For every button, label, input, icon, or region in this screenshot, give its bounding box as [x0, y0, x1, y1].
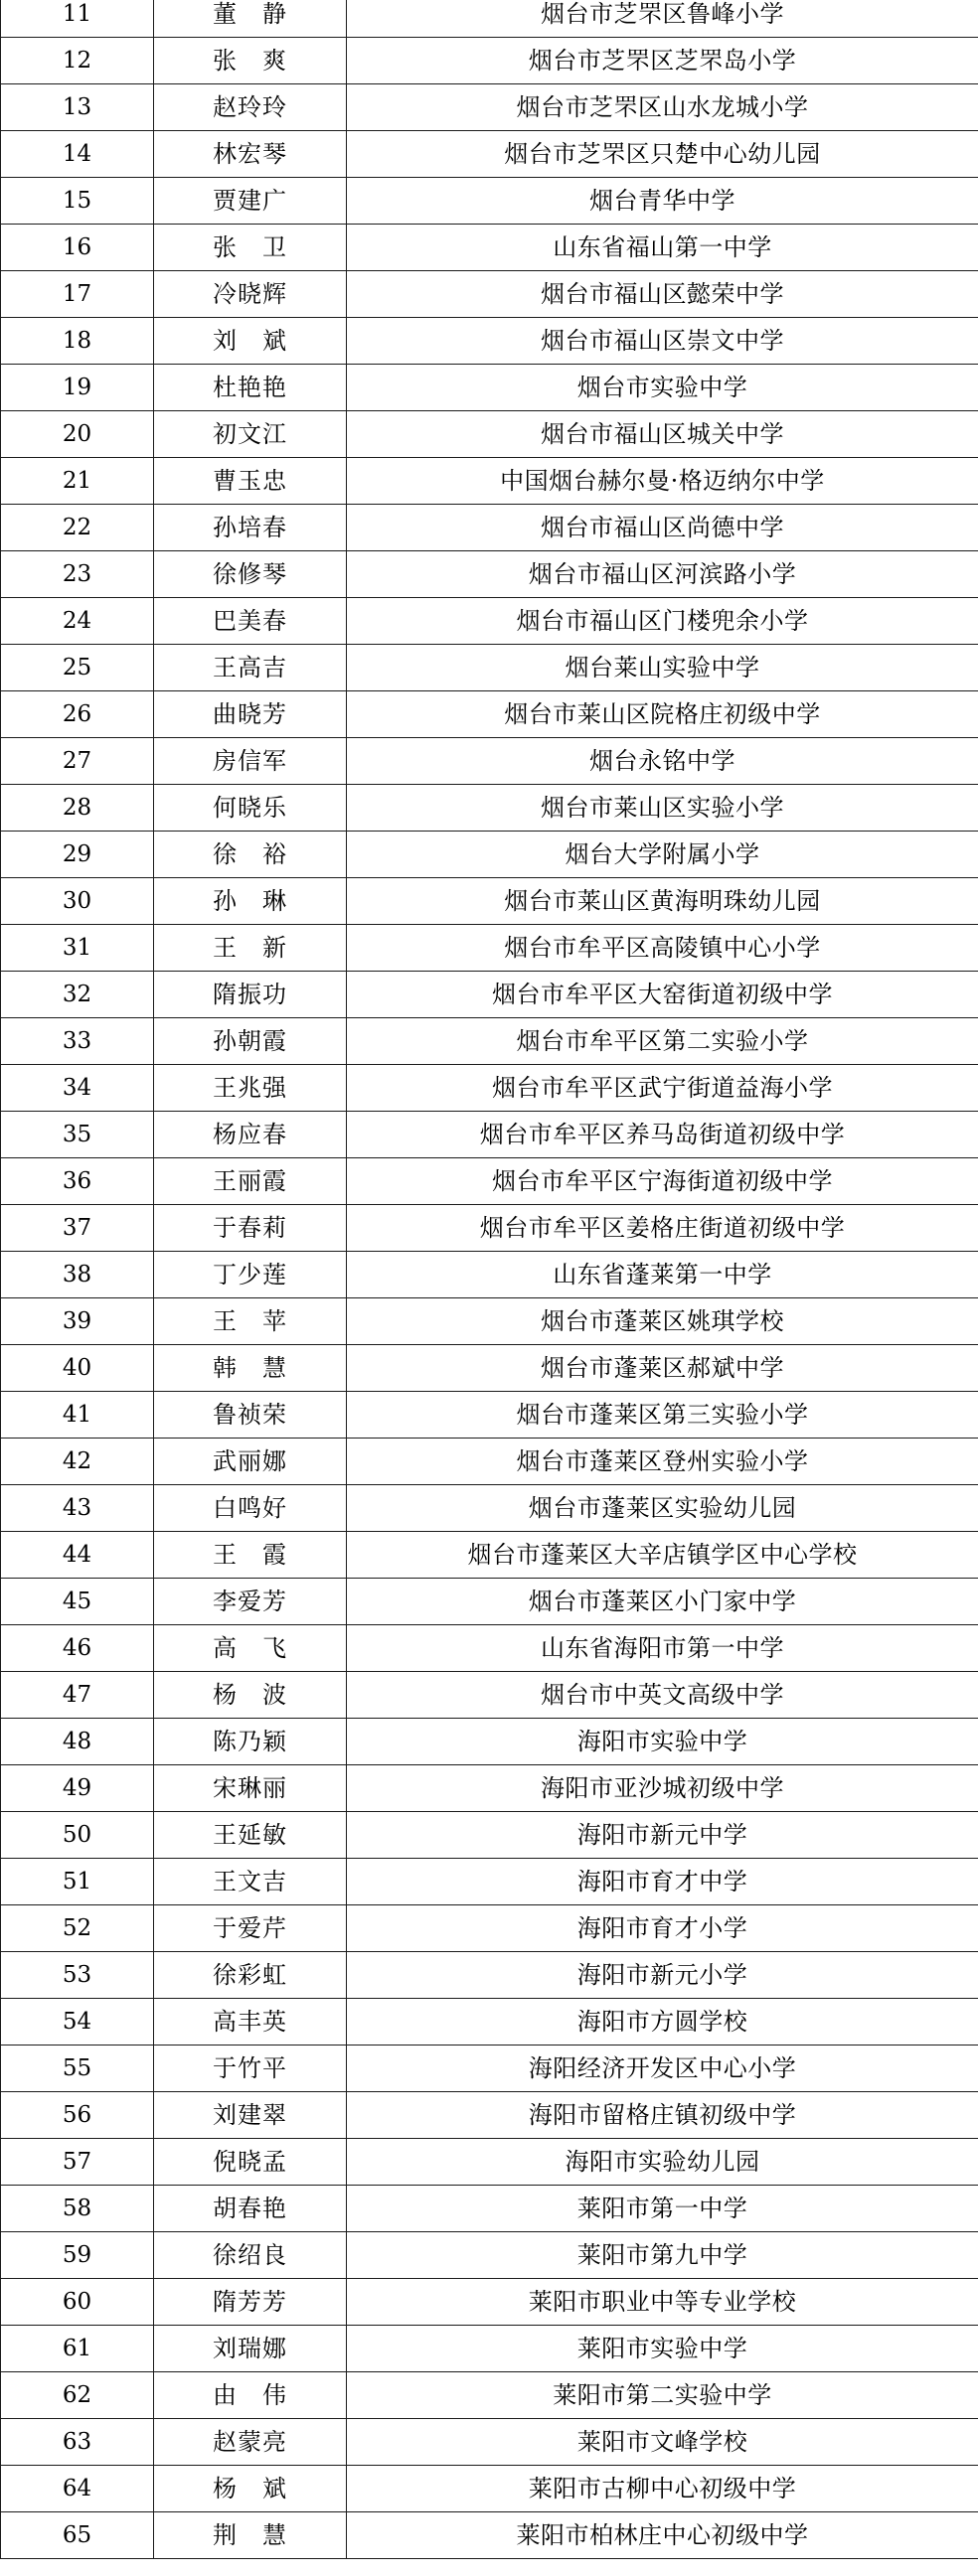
school-unit-cell: 海阳经济开发区中心小学: [347, 2046, 978, 2092]
table-row: [1, 84, 978, 131]
person-name-cell: 王 苹: [154, 1298, 347, 1345]
table-row: [1, 598, 978, 645]
row-number-cell: 35: [1, 1112, 154, 1158]
school-unit-cell: 烟台市福山区尚德中学: [347, 505, 978, 551]
row-number-cell: 62: [1, 2372, 154, 2419]
school-unit-cell: 烟台市福山区崇文中学: [347, 318, 978, 365]
table-row: [1, 2092, 978, 2139]
school-unit-cell: 烟台市福山区懿荣中学: [347, 271, 978, 318]
person-name-cell: 巴美春: [154, 598, 347, 645]
person-name-cell: 张 爽: [154, 38, 347, 84]
person-name-cell: 高 飞: [154, 1625, 347, 1672]
row-number-cell: 33: [1, 1018, 154, 1065]
school-unit-cell: 烟台市莱山区黄海明珠幼儿园: [347, 878, 978, 925]
person-name-cell: 孙朝霞: [154, 1018, 347, 1065]
row-number-cell: 61: [1, 2326, 154, 2372]
person-name-cell: 于爱芹: [154, 1905, 347, 1952]
row-number-cell: 51: [1, 1859, 154, 1905]
person-name-cell: 初文江: [154, 411, 347, 458]
row-number-cell: 12: [1, 38, 154, 84]
person-name-cell: 王 霞: [154, 1532, 347, 1579]
table-row: [1, 1999, 978, 2046]
school-unit-cell: 烟台市莱山区院格庄初级中学: [347, 691, 978, 738]
school-unit-cell: 烟台市蓬莱区登州实验小学: [347, 1439, 978, 1485]
person-name-cell: 林宏琴: [154, 131, 347, 178]
table-row: [1, 832, 978, 878]
person-name-cell: 曲晓芳: [154, 691, 347, 738]
school-unit-cell: 烟台市牟平区姜格庄街道初级中学: [347, 1205, 978, 1252]
person-name-cell: 白鸣好: [154, 1485, 347, 1532]
table-row: [1, 1765, 978, 1812]
row-number-cell: 63: [1, 2419, 154, 2466]
table-row: [1, 318, 978, 365]
person-name-cell: 隋芳芳: [154, 2279, 347, 2326]
row-number-cell: 64: [1, 2466, 154, 2512]
row-number-cell: 36: [1, 1158, 154, 1205]
row-number-cell: 57: [1, 2139, 154, 2186]
row-number-cell: 65: [1, 2512, 154, 2559]
row-number-cell: 34: [1, 1065, 154, 1112]
table-row: [1, 2466, 978, 2512]
table-row: [1, 1812, 978, 1859]
school-unit-cell: 烟台市蓬莱区实验幼儿园: [347, 1485, 978, 1532]
row-number-cell: 25: [1, 645, 154, 691]
school-unit-cell: 烟台市牟平区第二实验小学: [347, 1018, 978, 1065]
table-row: [1, 38, 978, 84]
table-row: [1, 2419, 978, 2466]
table-row: [1, 1205, 978, 1252]
person-name-cell: 荆 慧: [154, 2512, 347, 2559]
table-row: [1, 1905, 978, 1952]
row-number-cell: 40: [1, 1345, 154, 1392]
person-name-cell: 于春莉: [154, 1205, 347, 1252]
person-name-cell: 赵玲玲: [154, 84, 347, 131]
school-unit-cell: 山东省蓬莱第一中学: [347, 1252, 978, 1298]
person-name-cell: 王延敏: [154, 1812, 347, 1859]
person-name-cell: 丁少莲: [154, 1252, 347, 1298]
table-row: [1, 1672, 978, 1719]
school-unit-cell: 海阳市方圆学校: [347, 1999, 978, 2046]
school-unit-cell: 烟台市福山区城关中学: [347, 411, 978, 458]
table-row: [1, 0, 978, 38]
row-number-cell: 44: [1, 1532, 154, 1579]
person-name-cell: 王丽霞: [154, 1158, 347, 1205]
row-number-cell: 41: [1, 1392, 154, 1439]
person-name-cell: 杜艳艳: [154, 365, 347, 411]
school-unit-cell: 海阳市实验中学: [347, 1719, 978, 1765]
person-name-cell: 贾建广: [154, 178, 347, 225]
row-number-cell: 48: [1, 1719, 154, 1765]
person-name-cell: 张 卫: [154, 225, 347, 271]
person-name-cell: 李爱芳: [154, 1579, 347, 1625]
table-row: [1, 1112, 978, 1158]
table-row: [1, 365, 978, 411]
row-number-cell: 49: [1, 1765, 154, 1812]
person-name-cell: 宋琳丽: [154, 1765, 347, 1812]
row-number-cell: 39: [1, 1298, 154, 1345]
school-unit-cell: 烟台市蓬莱区小门家中学: [347, 1579, 978, 1625]
school-unit-cell: 烟台市牟平区大窑街道初级中学: [347, 972, 978, 1018]
table-row: [1, 1439, 978, 1485]
school-unit-cell: 海阳市育才中学: [347, 1859, 978, 1905]
table-row: [1, 1018, 978, 1065]
person-name-cell: 徐绍良: [154, 2232, 347, 2279]
table-row: [1, 458, 978, 505]
row-number-cell: 38: [1, 1252, 154, 1298]
person-name-cell: 孙 琳: [154, 878, 347, 925]
person-name-cell: 由 伟: [154, 2372, 347, 2419]
person-name-cell: 韩 慧: [154, 1345, 347, 1392]
roster-body: [1, 0, 978, 2559]
table-row: [1, 1298, 978, 1345]
row-number-cell: 56: [1, 2092, 154, 2139]
table-row: [1, 1579, 978, 1625]
table-row: [1, 1252, 978, 1298]
row-number-cell: 50: [1, 1812, 154, 1859]
person-name-cell: 徐 裕: [154, 832, 347, 878]
row-number-cell: 15: [1, 178, 154, 225]
school-unit-cell: 烟台市芝罘区只楚中心幼儿园: [347, 131, 978, 178]
school-unit-cell: 烟台市蓬莱区第三实验小学: [347, 1392, 978, 1439]
school-unit-cell: 海阳市留格庄镇初级中学: [347, 2092, 978, 2139]
person-name-cell: 于竹平: [154, 2046, 347, 2092]
person-name-cell: 赵蒙亮: [154, 2419, 347, 2466]
person-name-cell: 武丽娜: [154, 1439, 347, 1485]
row-number-cell: 27: [1, 738, 154, 785]
school-unit-cell: 烟台青华中学: [347, 178, 978, 225]
row-number-cell: 53: [1, 1952, 154, 1999]
school-unit-cell: 烟台市牟平区养马岛街道初级中学: [347, 1112, 978, 1158]
person-name-cell: 刘瑞娜: [154, 2326, 347, 2372]
person-name-cell: 胡春艳: [154, 2186, 347, 2232]
row-number-cell: 21: [1, 458, 154, 505]
school-unit-cell: 中国烟台赫尔曼·格迈纳尔中学: [347, 458, 978, 505]
school-unit-cell: 海阳市育才小学: [347, 1905, 978, 1952]
school-unit-cell: 莱阳市实验中学: [347, 2326, 978, 2372]
row-number-cell: 24: [1, 598, 154, 645]
school-unit-cell: 莱阳市第一中学: [347, 2186, 978, 2232]
table-row: [1, 1065, 978, 1112]
row-number-cell: 32: [1, 972, 154, 1018]
table-row: [1, 1345, 978, 1392]
row-number-cell: 17: [1, 271, 154, 318]
school-unit-cell: 莱阳市文峰学校: [347, 2419, 978, 2466]
person-name-cell: 董 静: [154, 0, 347, 38]
table-row: [1, 411, 978, 458]
person-name-cell: 杨 斌: [154, 2466, 347, 2512]
row-number-cell: 19: [1, 365, 154, 411]
table-row: [1, 2372, 978, 2419]
school-unit-cell: 海阳市新元小学: [347, 1952, 978, 1999]
person-name-cell: 隋振功: [154, 972, 347, 1018]
school-unit-cell: 海阳市新元中学: [347, 1812, 978, 1859]
row-number-cell: 16: [1, 225, 154, 271]
school-unit-cell: 烟台市福山区河滨路小学: [347, 551, 978, 598]
row-number-cell: 46: [1, 1625, 154, 1672]
table-row: [1, 645, 978, 691]
table-row: [1, 785, 978, 832]
person-name-cell: 高丰英: [154, 1999, 347, 2046]
school-unit-cell: 烟台市中英文高级中学: [347, 1672, 978, 1719]
school-unit-cell: 莱阳市柏林庄中心初级中学: [347, 2512, 978, 2559]
person-name-cell: 王高吉: [154, 645, 347, 691]
school-unit-cell: 山东省福山第一中学: [347, 225, 978, 271]
table-row: [1, 691, 978, 738]
school-unit-cell: 莱阳市第二实验中学: [347, 2372, 978, 2419]
row-number-cell: 14: [1, 131, 154, 178]
school-unit-cell: 海阳市亚沙城初级中学: [347, 1765, 978, 1812]
row-number-cell: 52: [1, 1905, 154, 1952]
person-name-cell: 倪晓孟: [154, 2139, 347, 2186]
table-row: [1, 878, 978, 925]
school-unit-cell: 山东省海阳市第一中学: [347, 1625, 978, 1672]
row-number-cell: 29: [1, 832, 154, 878]
table-row: [1, 2326, 978, 2372]
row-number-cell: 20: [1, 411, 154, 458]
table-row: [1, 2186, 978, 2232]
person-name-cell: 杨应春: [154, 1112, 347, 1158]
row-number-cell: 30: [1, 878, 154, 925]
row-number-cell: 54: [1, 1999, 154, 2046]
school-unit-cell: 莱阳市职业中等专业学校: [347, 2279, 978, 2326]
school-unit-cell: 烟台市蓬莱区郝斌中学: [347, 1345, 978, 1392]
table-row: [1, 1532, 978, 1579]
person-name-cell: 陈乃颖: [154, 1719, 347, 1765]
row-number-cell: 22: [1, 505, 154, 551]
school-unit-cell: 莱阳市古柳中心初级中学: [347, 2466, 978, 2512]
table-row: [1, 2232, 978, 2279]
row-number-cell: 43: [1, 1485, 154, 1532]
row-number-cell: 55: [1, 2046, 154, 2092]
table-row: [1, 2279, 978, 2326]
table-row: [1, 2139, 978, 2186]
row-number-cell: 23: [1, 551, 154, 598]
school-unit-cell: 烟台市牟平区宁海街道初级中学: [347, 1158, 978, 1205]
table-row: [1, 1952, 978, 1999]
table-row: [1, 972, 978, 1018]
row-number-cell: 28: [1, 785, 154, 832]
row-number-cell: 11: [1, 0, 154, 38]
table-row: [1, 925, 978, 972]
person-name-cell: 房信军: [154, 738, 347, 785]
school-unit-cell: 莱阳市第九中学: [347, 2232, 978, 2279]
person-name-cell: 徐修琴: [154, 551, 347, 598]
person-name-cell: 曹玉忠: [154, 458, 347, 505]
table-row: [1, 1485, 978, 1532]
table-row: [1, 1719, 978, 1765]
person-name-cell: 王兆强: [154, 1065, 347, 1112]
table-row: [1, 551, 978, 598]
school-unit-cell: 烟台市芝罘区山水龙城小学: [347, 84, 978, 131]
row-number-cell: 31: [1, 925, 154, 972]
school-unit-cell: 烟台市芝罘区芝罘岛小学: [347, 38, 978, 84]
table-row: [1, 1625, 978, 1672]
person-name-cell: 王 新: [154, 925, 347, 972]
school-unit-cell: 烟台市牟平区武宁街道益海小学: [347, 1065, 978, 1112]
person-name-cell: 徐彩虹: [154, 1952, 347, 1999]
table-row: [1, 1859, 978, 1905]
school-unit-cell: 烟台永铭中学: [347, 738, 978, 785]
table-row: [1, 505, 978, 551]
person-name-cell: 刘建翠: [154, 2092, 347, 2139]
row-number-cell: 58: [1, 2186, 154, 2232]
row-number-cell: 13: [1, 84, 154, 131]
school-unit-cell: 烟台市莱山区实验小学: [347, 785, 978, 832]
table-row: [1, 131, 978, 178]
person-name-cell: 杨 波: [154, 1672, 347, 1719]
row-number-cell: 37: [1, 1205, 154, 1252]
school-unit-cell: 烟台莱山实验中学: [347, 645, 978, 691]
row-number-cell: 18: [1, 318, 154, 365]
school-unit-cell: 烟台大学附属小学: [347, 832, 978, 878]
person-name-cell: 孙培春: [154, 505, 347, 551]
table-row: [1, 271, 978, 318]
school-unit-cell: 海阳市实验幼儿园: [347, 2139, 978, 2186]
school-unit-cell: 烟台市蓬莱区姚琪学校: [347, 1298, 978, 1345]
table-row: [1, 1158, 978, 1205]
row-number-cell: 59: [1, 2232, 154, 2279]
table-row: [1, 2512, 978, 2559]
row-number-cell: 45: [1, 1579, 154, 1625]
school-unit-cell: 烟台市芝罘区鲁峰小学: [347, 0, 978, 38]
school-unit-cell: 烟台市蓬莱区大辛店镇学区中心学校: [347, 1532, 978, 1579]
row-number-cell: 47: [1, 1672, 154, 1719]
person-name-cell: 冷晓辉: [154, 271, 347, 318]
person-name-cell: 鲁祯荣: [154, 1392, 347, 1439]
table-row: [1, 1392, 978, 1439]
row-number-cell: 42: [1, 1439, 154, 1485]
school-unit-cell: 烟台市实验中学: [347, 365, 978, 411]
school-unit-cell: 烟台市牟平区高陵镇中心小学: [347, 925, 978, 972]
table-row: [1, 225, 978, 271]
table-row: [1, 178, 978, 225]
row-number-cell: 60: [1, 2279, 154, 2326]
person-name-cell: 刘 斌: [154, 318, 347, 365]
table-row: [1, 2046, 978, 2092]
person-name-cell: 何晓乐: [154, 785, 347, 832]
school-unit-cell: 烟台市福山区门楼兜余小学: [347, 598, 978, 645]
person-name-cell: 王文吉: [154, 1859, 347, 1905]
table-row: [1, 738, 978, 785]
row-number-cell: 26: [1, 691, 154, 738]
